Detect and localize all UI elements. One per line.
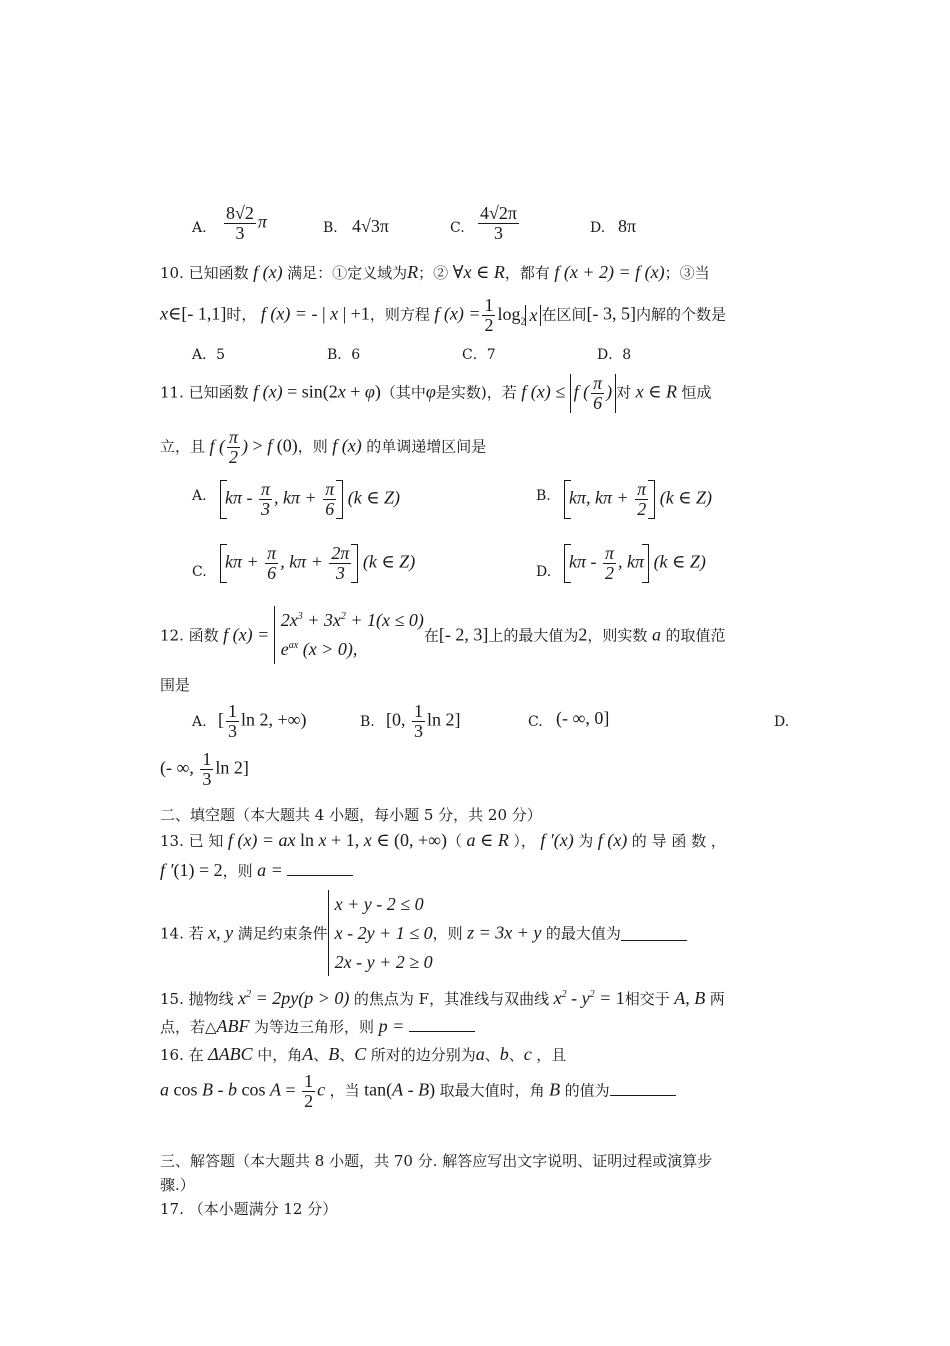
question-13-line-1: 13. 已 知 f (x) = ax ln x + 1, x ∈ (0, +∞)（ a ∈ R ）， f ′(x) 为 f (x) 的 导 函 数 ， [160,830,726,850]
question-14: 14. 若 x, y 满足约束条件x + y - 2 ≤ 0 x - 2y + 1 ≤ 0 2x - y + 2 ≥ 0，则 z = 3x + y 的最大值为 [160,890,687,976]
q11-option-c-value: kπ + $\frac{\pi}{6}$ , kπ + $\frac{2\pi}{3}$ (k ∈ Z) [220,544,415,583]
q12-option-c-label: C. [528,714,543,730]
answer-blank[interactable] [610,1081,676,1096]
q10-option-d: D．8 [597,347,632,363]
q12-option-b-label: B. [360,714,375,730]
question-11-line-1: 11. 已知函数 f (x) = sin(2x + φ)（其中φ是实数)，若 f (x) ≤ f ( $\frac{\pi}{6}$ ) 对 x ∈ R 恒成 [160,373,712,413]
question-12-line-2: 围是 [160,676,191,694]
question-16-line-2: a cos B - b cos A = $\frac{1}{2}$ c ，当 tan(A - B) 取最大值时，角 B 的值为 [160,1072,676,1111]
q11-option-d-value: kπ - $\frac{\pi}{2}$ , kπ (k ∈ Z) [564,544,706,583]
section-3-heading-line-2: 骤.） [160,1176,195,1194]
q12-option-c-value: (- ∞, 0] [556,708,610,728]
answer-blank[interactable] [287,861,353,876]
q11-option-a-label: A. [192,488,207,504]
q10-option-b: B．6 [327,347,361,363]
q9-option-b-label: B. [323,220,338,236]
question-17-heading: 17. （本小题满分 12 分） [160,1200,338,1218]
answer-blank[interactable] [409,1017,475,1032]
q11-option-b-label: B. [536,488,551,504]
q12-option-d-label: D. [774,714,790,730]
question-13-line-2: f ′(1) = 2，则 a = [160,860,353,881]
q12-option-a-value: [ $\frac{1}{3}$ ln 2, +∞) [218,701,307,741]
q11-option-b-value: kπ, kπ + $\frac{\pi}{2}$ (k ∈ Z) [564,480,712,519]
question-10-line-2: x∈[- 1,1]时， f (x) = - | x | +1，则方程 f (x) = $\frac{1}{2}$ $\log_2 x$ 在区间[- 3, 5]内解的个数是 [160,295,726,335]
q12-option-b-value: [0, $\frac{1}{3}$ ln 2] [386,701,461,741]
q11-option-c-label: C. [192,564,207,580]
question-15-line-1: 15. 抛物线 $x^2 = 2py(p > 0)$ 的焦点为 F，其准线与双曲线 $x^2 - y^2 = 1$相交于 A, B 两 [160,988,725,1008]
question-11-line-2: 立，且 f ( $\frac{\pi}{2}$ ) > f (0)，则 f (x) 的单调递增区间是 [160,427,487,467]
q12-option-a-label: A. [192,714,207,730]
q9-option-b-value: 4√3π [352,216,389,236]
q9-option-c-label: C. [450,220,465,236]
q9-option-c-value: $\frac{4√2\pi}{3}$ [480,203,517,243]
answer-blank[interactable] [621,926,687,941]
q12-option-d-value: (- ∞, $\frac{1}{3}$ ln 2] [160,749,249,789]
question-10-line-1: 10. 已知函数 f (x) 满足：①定义域为R；② ∀x ∈ R，都有 f (x + 2) = f (x)；③当 [160,262,710,282]
section-3-heading-line-1: 三、解答题（本大题共 8 小题，共 70 分. 解答应写出文字说明、证明过程或演算步 [160,1152,713,1170]
q9-option-a-value: $\frac{8√2}{3}$ π [226,203,267,243]
q9-option-d-label: D. [590,220,606,236]
q9-option-d-value: 8π [618,216,637,236]
question-16-line-1: 16. 在 ΔABC 中，角A、B、C 所对的边分别为a、b、c ，且 [160,1044,567,1064]
question-12-line-1: 12. 函数 f $(x) = 2x^3 + 3x^2 + 1(x \le 0)$ $e^{ax}$ (x > 0),在[- 2, 3]上的最大值为2，则实数 a 的取值范 [160,606,725,664]
q10-option-c: C．7 [462,347,496,363]
q10-option-a: A．5 [192,347,226,363]
q9-option-a-label: A. [192,220,207,236]
q11-option-d-label: D. [536,564,552,580]
q11-option-a-value: kπ - $\frac{\pi}{3}$ , kπ + $\frac{\pi}{6}$ (k ∈ Z) [220,480,400,519]
question-15-line-2: 点，若△ABF 为等边三角形，则 p = [160,1016,475,1037]
section-2-heading: 二、填空题（本大题共 4 小题，每小题 5 分，共 20 分） [160,806,542,824]
